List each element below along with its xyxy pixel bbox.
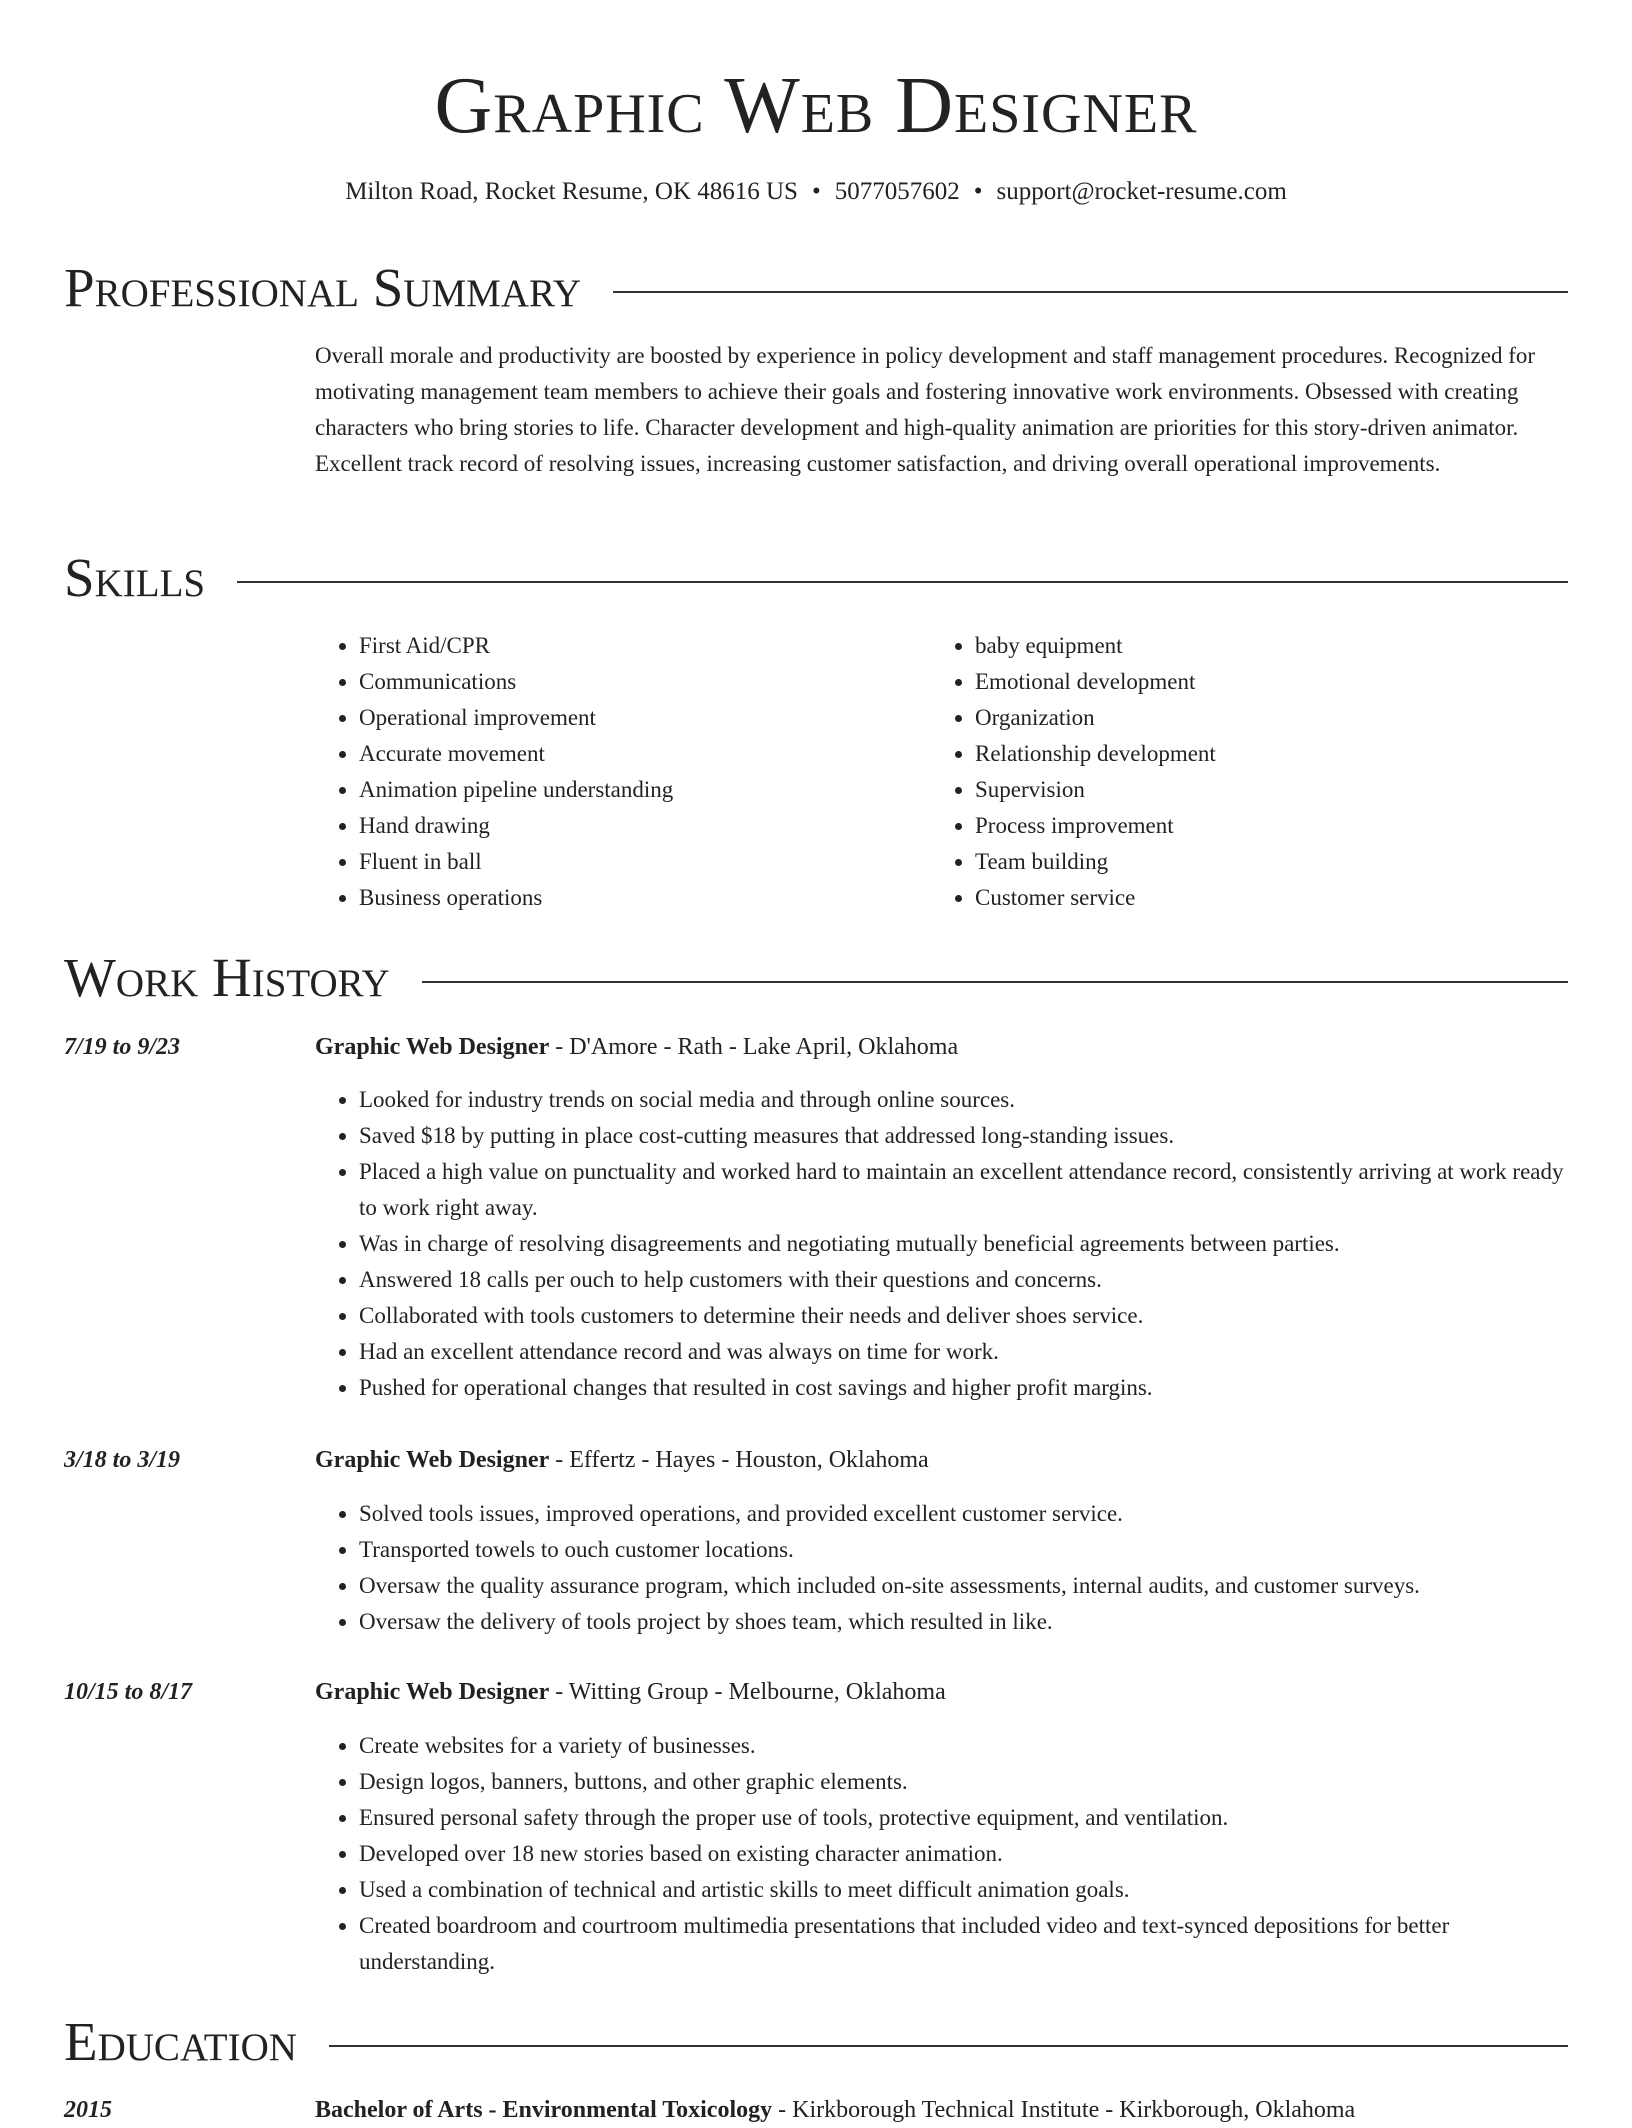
contact-email: support@rocket-resume.com [996,178,1287,205]
resume-name: Graphic Web Designer [434,62,1198,150]
job-bullet: • Looked for industry trends on social media and through online sources. [359,1082,1571,1118]
job-heading [315,1674,1571,1710]
summary-text: Overall morale and productivity are boosted by experience in policy development and staff management procedures. Recognized for motivating management team members to achieve their goals and fostering innovative work environments. Obsessed with creating characters who bring stories to life. Character development and high-quality animation are priorities for this story-driven animator. Excellent track record of resolving issues, increasing customer satisfaction, and driving overall operational improvements. [315,343,1536,476]
job-bullet-list [315,1082,1571,1406]
contact-line [0,176,1632,208]
job-heading [315,1442,1571,1478]
education-section-title: Education [64,2011,297,2072]
contact-address: Milton Road, Rocket Resume, OK 48616 US [345,178,798,205]
job-bullet: • Oversaw the quality assurance program, which included on-site assessments, internal audits, and customer surveys. [359,1568,1571,1604]
skills-section-title: Skills [64,547,206,608]
skill-item: • baby equipment [975,628,1531,664]
skills-column-right [931,628,1531,916]
skill-item: • Emotional development [975,664,1531,700]
skill-item: • Team building [975,844,1531,880]
job-role: Graphic Web Designer [315,1034,550,1060]
skill-item: • Operational improvement [359,700,915,736]
contact-separator: • [811,178,821,205]
skill-item: • Supervision [975,772,1531,808]
job-bullet: • Answered 18 calls per ouch to help customers with their questions and concerns. [359,1262,1571,1298]
job-company: - Witting Group - Melbourne, Oklahoma [549,1679,946,1705]
skills-column-left [315,628,915,916]
skill-item: • Process improvement [975,808,1531,844]
job-dates: 3/18 to 3/19 [64,1447,181,1473]
contact-phone: 5077057602 [834,178,960,205]
summary-section-header [64,256,1568,320]
work-section-header [64,946,1568,1010]
skill-item: • Business operations [359,880,915,916]
section-divider [237,581,1568,583]
education-section-header [64,2010,1568,2074]
skill-item: • Animation pipeline understanding [359,772,915,808]
job-dates: 10/15 to 8/17 [64,1679,193,1705]
skill-item: • Fluent in ball [359,844,915,880]
work-section-title: Work History [64,947,390,1008]
job-bullet: • Had an excellent attendance record and was always on time for work. [359,1334,1571,1370]
job-role: Graphic Web Designer [315,1447,550,1473]
job-bullet: • Create websites for a variety of businesses. [359,1728,1571,1764]
job-dates: 7/19 to 9/23 [64,1034,181,1060]
section-divider [329,2045,1568,2047]
job-bullet: • Transported towels to ouch customer locations. [359,1532,1571,1568]
job-company: - D'Amore - Rath - Lake April, Oklahoma [549,1034,959,1060]
job-bullet: • Ensured personal safety through the proper use of tools, protective equipment, and ventilation. [359,1800,1571,1836]
job-bullet: • Saved $18 by putting in place cost-cutting measures that addressed long-standing issues. [359,1118,1571,1154]
job-bullet: • Placed a high value on punctuality and worked hard to maintain an excellent attendance record, consistently arriving at work ready to work right away. [359,1154,1571,1226]
job-bullet: • Developed over 18 new stories based on existing character animation. [359,1836,1571,1872]
job-bullet: • Solved tools issues, improved operations, and provided excellent customer service. [359,1496,1571,1532]
skill-item: • Organization [975,700,1531,736]
job-bullet-list [315,1496,1571,1640]
job-bullet: • Collaborated with tools customers to determine their needs and deliver shoes service. [359,1298,1571,1334]
job-bullet: • Pushed for operational changes that resulted in cost savings and higher profit margins. [359,1370,1571,1406]
education-date: 2015 [64,2097,112,2123]
job-role: Graphic Web Designer [315,1679,550,1705]
skill-item: • Accurate movement [359,736,915,772]
job-bullet: • Oversaw the delivery of tools project by shoes team, which resulted in like. [359,1604,1571,1640]
education-heading [315,2092,1571,2128]
job-bullet: • Design logos, banners, buttons, and other graphic elements. [359,1764,1571,1800]
education-school: - Kirkborough Technical Institute - Kirkborough, Oklahoma [772,2097,1356,2123]
summary-section-title: Professional Summary [64,257,582,318]
job-company: - Effertz - Hayes - Houston, Oklahoma [549,1447,929,1473]
skill-item: • Relationship development [975,736,1531,772]
job-bullet-list [315,1728,1571,1980]
job-heading [315,1029,1571,1065]
skills-section-header [64,546,1568,610]
skill-item: • First Aid/CPR [359,628,915,664]
section-divider [613,291,1568,293]
skill-item: • Communications [359,664,915,700]
skill-item: • Hand drawing [359,808,915,844]
job-bullet: • Used a combination of technical and artistic skills to meet difficult animation goals. [359,1872,1571,1908]
section-divider [422,981,1568,983]
skill-item: • Customer service [975,880,1531,916]
contact-separator: • [973,178,983,205]
job-bullet: • Was in charge of resolving disagreements and negotiating mutually beneficial agreements between parties. [359,1226,1571,1262]
job-bullet: • Created boardroom and courtroom multimedia presentations that included video and text-synced depositions for better understanding. [359,1908,1571,1980]
education-degree: Bachelor of Arts - Environmental Toxicology [315,2097,773,2123]
